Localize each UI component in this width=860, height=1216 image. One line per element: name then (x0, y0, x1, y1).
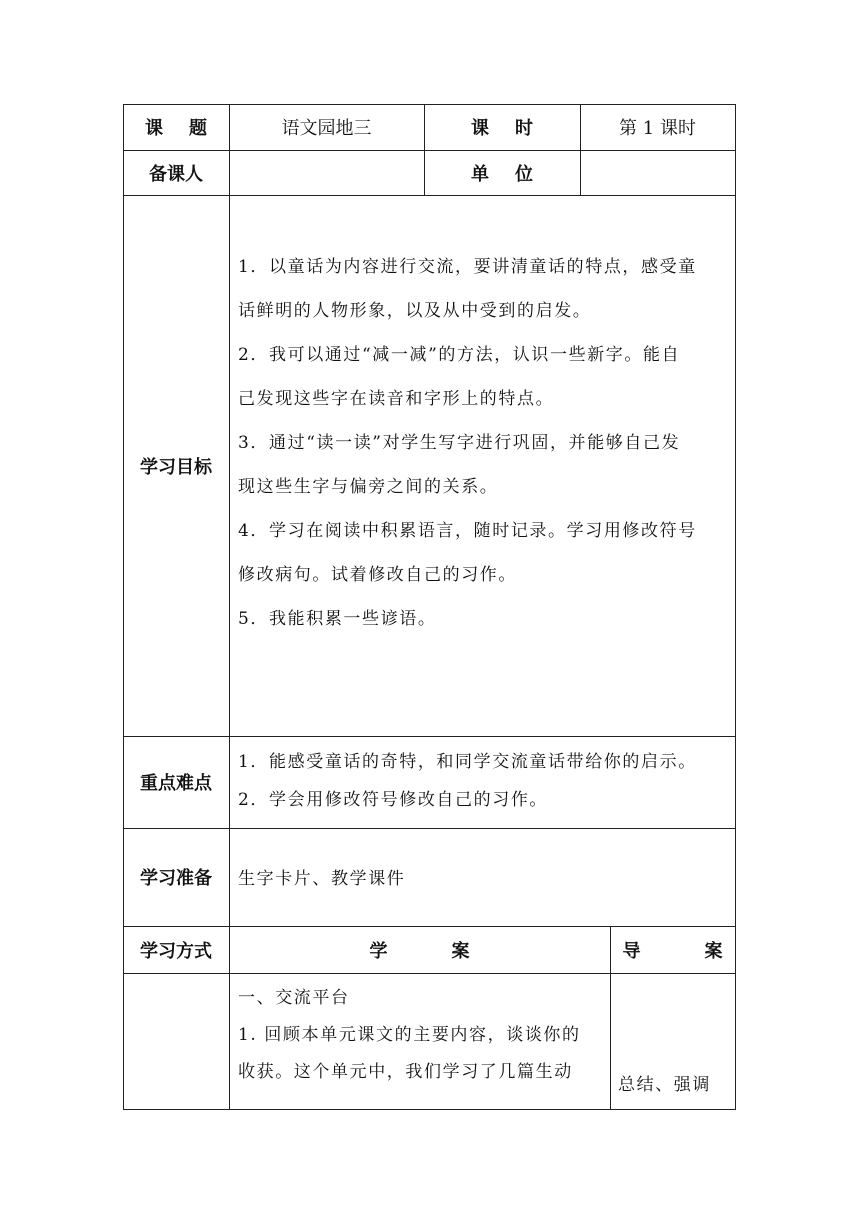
objective-line: 话鲜明的人物形象，以及从中受到的启发。 (238, 301, 592, 321)
key-points-text (238, 743, 730, 819)
guide-plan-header: 导案 (622, 940, 787, 962)
key-point-line: 2．学会用修改符号修改自己的习作。 (238, 790, 549, 810)
objective-line: 修改病句。试着修改自己的习作。 (238, 565, 517, 585)
plan-line: 一、交流平台 (238, 988, 350, 1008)
objective-line: 1．以童话为内容进行交流，要讲清童话的特点，感受童 (238, 257, 697, 277)
preparer-label: 备课人 (149, 163, 203, 185)
topic-value: 语文园地三 (281, 118, 372, 139)
objectives-text (238, 245, 730, 641)
objective-line: 3．通过“读一读”对学生写字进行巩固，并能够自己发 (238, 433, 681, 453)
preparation-text (238, 857, 730, 901)
guide-plan-text: 总结、强调 (618, 1075, 711, 1095)
method-label: 学习方式 (140, 940, 212, 962)
preparer-value (229, 150, 424, 195)
unit-label: 单位 (471, 163, 559, 185)
study-plan-header: 学案 (369, 940, 534, 962)
objective-line: 2．我可以通过“减一减”的方法，认识一些新字。能自 (238, 345, 681, 365)
key-points-label: 重点难点 (140, 773, 212, 794)
period-label: 课时 (471, 118, 559, 139)
objective-line: 5．我能积累一些谚语。 (238, 609, 437, 629)
period-value: 第 1 课时 (619, 118, 696, 139)
preparation-label: 学习准备 (140, 868, 212, 889)
objective-line: 现这些生字与偏旁之间的关系。 (238, 477, 499, 497)
key-point-line: 1．能感受童话的奇特，和同学交流童话带给你的启示。 (238, 752, 697, 772)
unit-value (580, 150, 735, 195)
objective-line: 4．学习在阅读中积累语言，随时记录。学习用修改符号 (238, 521, 697, 541)
study-plan-text (238, 980, 606, 1091)
plan-line: 收获。这个单元中，我们学习了几篇生动 (238, 1062, 573, 1082)
objectives-label: 学习目标 (140, 456, 212, 478)
topic-label: 课题 (145, 118, 233, 139)
plan-line: 1. 回顾本单元课文的主要内容，谈谈你的 (238, 1025, 581, 1045)
preparation-value: 生字卡片、教学课件 (238, 869, 406, 889)
objective-line: 己发现这些字在读音和字形上的特点。 (238, 389, 555, 409)
